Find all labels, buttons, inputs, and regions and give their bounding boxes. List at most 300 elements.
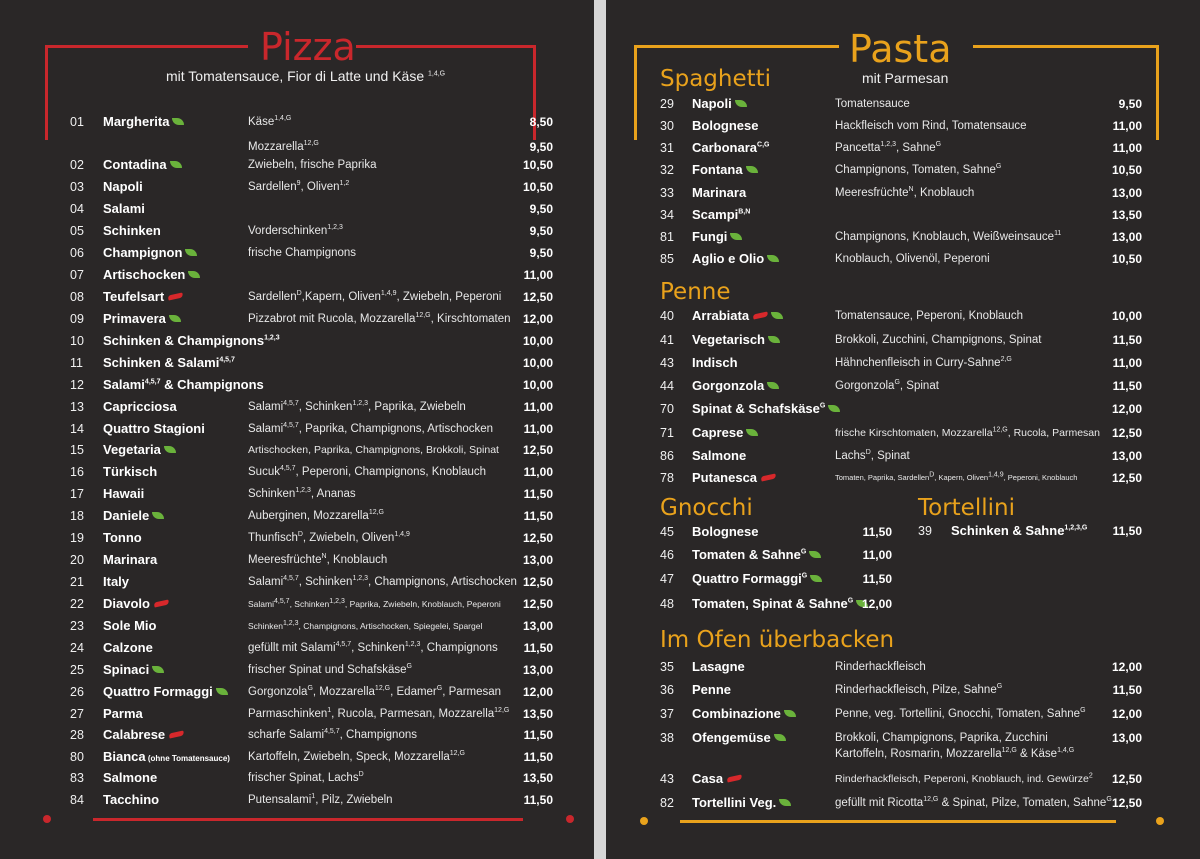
item-description-sup: G — [894, 379, 900, 387]
item-price: 12,00 — [1111, 660, 1142, 674]
item-name-text: Diavolo — [103, 596, 150, 611]
menu-item-row[interactable] — [0, 768, 594, 790]
item-price: 9,50 — [529, 224, 553, 238]
vegetarian-leaf-icon — [170, 161, 182, 168]
menu-item-row[interactable] — [0, 550, 594, 572]
item-name-text: Bianca — [103, 749, 146, 764]
item-description-text-2: , Mozzarella — [312, 686, 375, 698]
item-name — [103, 550, 157, 570]
item-description-text: Schinken — [248, 488, 296, 500]
menu-item-row[interactable] — [0, 331, 594, 353]
item-number: 22 — [70, 597, 84, 611]
item-name-text: Margherita — [103, 114, 170, 129]
item-price: 12,50 — [522, 290, 553, 304]
menu-item-row[interactable] — [0, 682, 594, 704]
item-price: 12,50 — [522, 597, 553, 611]
item-description-text-2: ,Kapern, Oliven — [301, 291, 381, 303]
pizza-title: Pizza — [260, 25, 356, 69]
item-number: 36 — [660, 683, 674, 697]
item-description-sup: 12,G — [415, 312, 431, 320]
menu-item-row[interactable] — [0, 221, 594, 243]
item-price: 10,00 — [1111, 309, 1142, 323]
item-description-sup: 12,G — [449, 750, 465, 758]
item-number: 78 — [660, 471, 674, 485]
item-name-text: Quattro Formaggi — [103, 684, 213, 699]
item-description-text: Knoblauch, Olivenöl, Peperoni — [835, 253, 990, 265]
item-description-sup: 2,G — [1000, 356, 1012, 364]
item-description — [835, 793, 1112, 813]
item-name — [692, 680, 731, 700]
item-description-text-2: , Knoblauch — [913, 187, 975, 199]
menu-item-row[interactable] — [606, 521, 1200, 543]
item-name-text: Tonno — [103, 530, 142, 545]
item-description-sup: 12,G — [368, 509, 385, 517]
item-price: 11,00 — [1112, 119, 1142, 133]
item-description-sup-2: 1,2,3 — [329, 598, 345, 606]
item-name — [692, 227, 742, 247]
vegetarian-leaf-icon — [152, 512, 164, 519]
item-number: 11 — [70, 356, 83, 370]
menu-item-row[interactable] — [0, 506, 594, 528]
item-description — [248, 440, 499, 460]
item-price: 12,50 — [522, 443, 553, 457]
item-description — [248, 155, 376, 175]
item-price: 11,50 — [523, 793, 553, 807]
item-price: 11,50 — [1112, 333, 1142, 347]
menu-item-row[interactable] — [0, 660, 594, 682]
item-name — [692, 569, 822, 589]
item-name-text: Schinken — [103, 223, 161, 238]
item-price: 13,00 — [1111, 449, 1142, 463]
item-name — [692, 446, 746, 466]
item-description-sup: G — [307, 685, 313, 693]
item-price: 10,00 — [522, 356, 553, 370]
vegetarian-leaf-icon — [768, 336, 780, 343]
menu-item-row[interactable] — [606, 205, 1200, 227]
item-description-text: Schinken — [248, 621, 283, 631]
item-description — [248, 528, 410, 548]
item-description-text: Tomatensauce — [835, 98, 910, 110]
item-number: 05 — [70, 224, 84, 238]
item-name — [103, 287, 183, 307]
item-description-sup: D — [297, 531, 303, 539]
item-name — [692, 376, 779, 396]
item-description-text: Rinderhackfleisch — [835, 661, 926, 673]
item-price: 12,50 — [522, 531, 553, 545]
item-description — [835, 183, 974, 203]
item-number: 14 — [70, 422, 84, 436]
menu-item-row[interactable] — [0, 177, 594, 199]
item-price: 12,50 — [1111, 772, 1142, 786]
item-name — [692, 793, 791, 813]
item-number: 70 — [660, 402, 674, 416]
item-name — [692, 138, 769, 158]
item-description — [248, 221, 343, 241]
menu-item-row[interactable] — [606, 330, 1200, 352]
item-description-text: Tomaten, Paprika, Sardellen — [835, 473, 930, 482]
menu-item-row[interactable] — [0, 594, 594, 616]
item-price: 11,00 — [523, 465, 553, 479]
item-name-text: Spinaci — [103, 662, 150, 677]
item-description — [248, 704, 509, 724]
item-name-text: Tomaten, Spinat & Sahne — [692, 596, 848, 611]
item-number: 31 — [660, 141, 674, 155]
item-price: 11,50 — [1112, 683, 1142, 697]
item-description-text: Putensalami — [248, 794, 312, 806]
menu-item-row[interactable] — [0, 572, 594, 594]
item-price: 11,00 — [1112, 141, 1142, 155]
item-price: 13,50 — [1111, 208, 1142, 222]
item-price: 10,50 — [1111, 252, 1142, 266]
item-name — [103, 440, 176, 460]
item-name — [103, 112, 184, 132]
menu-item-row[interactable] — [0, 790, 594, 812]
menu-item-row[interactable] — [606, 569, 1200, 591]
item-description-sup-3: G — [436, 685, 443, 693]
item-description — [248, 682, 501, 702]
item-number: 84 — [70, 793, 84, 807]
item-description-sup: 4,5,7 — [273, 598, 290, 606]
menu-item-row[interactable] — [606, 680, 1200, 702]
pizza-subtitle-sup: 1,4,G — [428, 70, 446, 78]
item-number: 32 — [660, 163, 674, 177]
item-description-text: Sardellen — [248, 291, 297, 303]
item-name-text: Tomaten & Sahne — [692, 547, 801, 562]
item-name-text: Parma — [103, 706, 143, 721]
item-name — [103, 682, 228, 702]
menu-item-row[interactable] — [0, 638, 594, 660]
menu-item-row[interactable] — [606, 728, 1200, 760]
item-description-text: Salami — [248, 401, 284, 413]
item-price: 12,00 — [522, 312, 553, 326]
item-name-text: Capricciosa — [103, 399, 177, 414]
item-description-text-2: , Zwiebeln, Oliven — [302, 532, 395, 544]
item-description-sup: D — [865, 449, 871, 457]
item-name-sup: B,N — [738, 208, 751, 216]
item-price: 8,50 — [529, 115, 553, 129]
menu-item-row[interactable] — [606, 376, 1200, 398]
item-description-sup: G — [1080, 707, 1086, 715]
vegetarian-leaf-icon — [188, 271, 200, 278]
vegetarian-leaf-icon — [767, 255, 779, 262]
item-description — [835, 353, 1012, 373]
menu-item-row[interactable] — [0, 265, 594, 287]
item-number: 35 — [660, 660, 674, 674]
item-description-text-2: , Rucola, Parmesan, Mozzarella — [331, 708, 495, 720]
item-description-text: Salami — [248, 599, 274, 609]
frame-top-right-line — [356, 45, 536, 48]
item-name-sup: G — [800, 548, 807, 556]
menu-item-row[interactable] — [606, 353, 1200, 375]
menu-item-row[interactable] — [606, 446, 1200, 468]
item-description-text: Thunfisch — [248, 532, 298, 544]
vegetarian-leaf-icon — [828, 405, 840, 412]
menu-item-row[interactable] — [0, 484, 594, 506]
item-description-text-2: , Paprika, Champignons, Artischocken — [298, 423, 494, 435]
item-description-text-3: , Zwiebeln, Peperoni — [396, 291, 502, 303]
menu-item-row[interactable] — [606, 183, 1200, 205]
item-description-text: Tomatensauce, Peperoni, Knoblauch — [835, 310, 1023, 322]
item-description-sup: 1,2,3 — [282, 620, 299, 628]
frame-bottom-line — [680, 820, 1116, 823]
menu-item-row[interactable] — [0, 112, 594, 134]
item-description-text: frische Kirschtomaten, Mozzarella — [835, 427, 993, 439]
item-name-text: Tacchino — [103, 792, 160, 807]
chili-icon — [154, 600, 170, 608]
item-price: 12,50 — [1111, 796, 1142, 810]
menu-item-row[interactable] — [0, 199, 594, 221]
menu-item-row[interactable] — [0, 309, 594, 331]
item-description-sup-2: 12,G — [494, 707, 510, 715]
item-description — [835, 657, 926, 677]
item-name-sup: 1,2,3,G — [1064, 524, 1088, 532]
item-price: 13,00 — [522, 663, 553, 677]
chili-icon — [169, 731, 185, 739]
item-name-text: Schinken & Salami — [103, 355, 220, 370]
menu-item-row[interactable] — [0, 725, 594, 747]
item-description-text-2: , Champignons — [339, 729, 417, 741]
item-description — [248, 243, 356, 263]
chili-icon — [761, 474, 777, 482]
vegetarian-leaf-icon — [730, 233, 742, 240]
item-name — [103, 790, 159, 810]
menu-item-row[interactable] — [606, 227, 1200, 249]
item-description — [835, 704, 1086, 724]
item-description-sup-2: G — [935, 141, 942, 149]
menu-item-row[interactable] — [606, 793, 1200, 815]
item-description-text-3: , Paprika, Zwiebeln, Knoblauch, Peperoni — [344, 599, 501, 609]
item-description-text: Brokkoli, Champignons, Paprika, Zucchini — [835, 732, 1048, 744]
item-description-text-3: , Edamer — [390, 686, 437, 698]
item-price: 10,50 — [522, 158, 553, 172]
item-number: 85 — [660, 252, 674, 266]
item-description-sup: 4,5,7 — [283, 575, 299, 583]
vegetarian-leaf-icon — [779, 799, 791, 806]
item-description-text-2: , Peperoni, Champignons, Knoblauch — [295, 466, 487, 478]
vegetarian-leaf-icon — [169, 315, 181, 322]
item-number: 29 — [660, 97, 674, 111]
item-name — [103, 484, 144, 504]
item-description — [835, 227, 1061, 247]
item-name-text: Primavera — [103, 311, 166, 326]
item-name-text: Contadina — [103, 157, 167, 172]
item-number: 15 — [70, 443, 84, 457]
vegetarian-leaf-icon — [809, 551, 821, 558]
menu-item-row[interactable] — [0, 462, 594, 484]
menu-item-row[interactable] — [606, 769, 1200, 791]
item-description-text-2: , Kapern, Oliven — [934, 473, 989, 482]
item-name — [692, 183, 746, 203]
item-description-text: Hackfleisch vom Rind, Tomatensauce — [835, 120, 1027, 132]
menu-item-row[interactable] — [606, 249, 1200, 271]
menu-item-row[interactable] — [0, 287, 594, 309]
item-name-text: Champignon — [103, 245, 183, 260]
item-description — [248, 506, 384, 526]
item-price: 12,00 — [522, 685, 553, 699]
item-name-text: Calzone — [103, 640, 153, 655]
menu-item-row[interactable] — [0, 353, 594, 375]
frame-top-left-line — [45, 45, 248, 48]
item-description — [835, 94, 910, 114]
item-description — [835, 116, 1027, 136]
menu-item-row[interactable] — [606, 423, 1200, 445]
item-name — [692, 94, 747, 114]
item-description-sup-2: 1,4,9 — [394, 531, 410, 539]
item-name-text: Calabrese — [103, 727, 166, 742]
menu-item-row[interactable] — [606, 94, 1200, 116]
penne-title: Penne — [660, 279, 731, 305]
item-price: 13,00 — [1111, 731, 1142, 745]
menu-item-row[interactable] — [606, 399, 1200, 421]
item-description-sup: D — [358, 771, 364, 779]
item-number: 71 — [660, 426, 674, 440]
item-name-text: Napoli — [692, 96, 732, 111]
item-description-text-2: , Knoblauch — [326, 554, 388, 566]
item-number: 39 — [918, 524, 932, 538]
item-description-sup: D — [929, 471, 935, 479]
menu-item-row[interactable] — [0, 375, 594, 397]
item-name-text: Marinara — [103, 552, 158, 567]
item-description-text-2: , Schinken — [298, 401, 353, 413]
menu-item-row[interactable] — [0, 155, 594, 177]
item-name — [692, 657, 745, 677]
item-price: 11,00 — [523, 422, 553, 436]
vegetarian-leaf-icon — [810, 575, 822, 582]
item-number: 01 — [70, 115, 84, 129]
item-description-text-3: , Peperoni, Knoblauch — [1003, 473, 1078, 482]
item-description-text: Käse — [248, 116, 275, 128]
item-price: 9,50 — [1118, 97, 1142, 111]
item-description-text-2: , Kirschtomaten — [430, 313, 511, 325]
item-name — [103, 353, 235, 373]
item-description-sup: 1 — [311, 793, 316, 801]
item-price: 13,50 — [522, 707, 553, 721]
item-description-sup: 4,5,7 — [283, 400, 299, 408]
frame-dot-right — [1156, 817, 1164, 825]
menu-item-row[interactable] — [606, 594, 1200, 616]
item-description-sup-2: G — [1106, 796, 1112, 804]
item-name — [692, 306, 783, 326]
menu-item-row[interactable] — [0, 616, 594, 638]
item-name-text: Aglio e Olio — [692, 251, 765, 266]
item-number: 41 — [660, 333, 674, 347]
menu-item-row[interactable] — [0, 440, 594, 462]
item-name-sup: 4,5,7 — [144, 378, 161, 386]
item-name — [692, 728, 786, 748]
item-name-text: Scampi — [692, 207, 739, 222]
item-name-text: Penne — [692, 682, 732, 697]
menu-item-row[interactable] — [606, 138, 1200, 160]
frame-top-right-line — [973, 45, 1159, 48]
item-name-text: Spinat & Schafskäse — [692, 401, 820, 416]
menu-item-row[interactable] — [0, 419, 594, 441]
item-description — [835, 330, 1041, 350]
menu-item-row[interactable] — [0, 397, 594, 419]
item-description — [248, 616, 482, 636]
menu-item-row[interactable] — [606, 160, 1200, 182]
item-name — [692, 594, 868, 614]
item-price: 10,00 — [522, 334, 553, 348]
item-price: 12,50 — [522, 575, 553, 589]
item-name — [103, 397, 177, 417]
item-name — [692, 249, 779, 269]
item-name — [103, 725, 184, 745]
item-description-sup: 1,2,3 — [327, 224, 343, 232]
item-description-text: Artischocken, Paprika, Champignons, Brokkoli, Spinat — [248, 444, 499, 456]
item-description-sup: 12,G — [923, 796, 939, 804]
vegetarian-leaf-icon — [784, 710, 796, 717]
frame-dot-right — [566, 815, 574, 823]
item-name-note: (ohne Tomatensauce) — [145, 754, 230, 763]
item-description-text: Rinderhackfleisch, Peperoni, Knoblauch, ind. Gewürze — [835, 773, 1089, 785]
item-name — [103, 616, 156, 636]
item-name — [692, 205, 750, 225]
menu-item-row[interactable] — [0, 704, 594, 726]
item-description-text: gefüllt mit Salami — [248, 642, 336, 654]
item-name-text: Quattro Stagioni — [103, 421, 205, 436]
item-price: 13,00 — [1111, 186, 1142, 200]
item-name-text: Salami — [103, 201, 145, 216]
item-number: 09 — [70, 312, 84, 326]
item-description-text-2: , Ananas — [310, 488, 356, 500]
item-price: 10,50 — [522, 180, 553, 194]
item-price: 11,50 — [523, 641, 553, 655]
item-description-text: Mozzarella — [248, 141, 304, 153]
menu-item-row[interactable] — [606, 545, 1200, 567]
item-description — [248, 594, 501, 614]
item-description-sup-2: 1,2,3 — [352, 575, 369, 583]
item-description-text: Sucuk — [248, 466, 280, 478]
item-description-line-2-sup: 12,G — [1001, 747, 1017, 755]
menu-item-row[interactable] — [606, 306, 1200, 328]
item-name-text: Italy — [103, 574, 130, 589]
item-description-sup-2: 1,2,3 — [352, 400, 369, 408]
menu-item-row[interactable] — [606, 704, 1200, 726]
item-name-text: Carbonara — [692, 140, 758, 155]
menu-item-row[interactable] — [606, 116, 1200, 138]
item-description — [248, 309, 511, 329]
item-price: 11,00 — [1112, 356, 1142, 370]
pizza-subtitle — [166, 68, 445, 84]
menu-item-row[interactable] — [0, 747, 594, 769]
gnocchi-title: Gnocchi — [660, 495, 753, 521]
item-price: 11,50 — [1112, 379, 1142, 393]
item-number: 27 — [70, 707, 84, 721]
item-number: 23 — [70, 619, 84, 633]
item-price: 11,50 — [1112, 524, 1142, 538]
menu-item-row[interactable] — [0, 528, 594, 550]
item-description-sup: 1,4,G — [274, 115, 292, 123]
item-description — [248, 397, 466, 417]
item-name-text: Daniele — [103, 508, 150, 523]
menu-item-row[interactable] — [606, 468, 1200, 490]
item-number: 12 — [70, 378, 84, 392]
item-description-line-2-text-b: & Käse — [1016, 748, 1058, 760]
item-description — [248, 462, 486, 482]
menu-item-row[interactable] — [606, 657, 1200, 679]
item-name-text: Salmone — [692, 448, 747, 463]
pasta-title: Pasta — [849, 27, 952, 71]
item-price: 11,50 — [523, 509, 553, 523]
item-description-text: Zwiebeln, frische Paprika — [248, 159, 377, 171]
menu-item-row[interactable] — [0, 243, 594, 265]
item-number: 30 — [660, 119, 674, 133]
item-description-text: Rinderhackfleisch, Pilze, Sahne — [835, 684, 997, 696]
item-description-text: Sardellen — [248, 181, 297, 193]
item-description — [835, 769, 1093, 789]
item-name — [692, 423, 758, 443]
item-price: 13,00 — [522, 553, 553, 567]
